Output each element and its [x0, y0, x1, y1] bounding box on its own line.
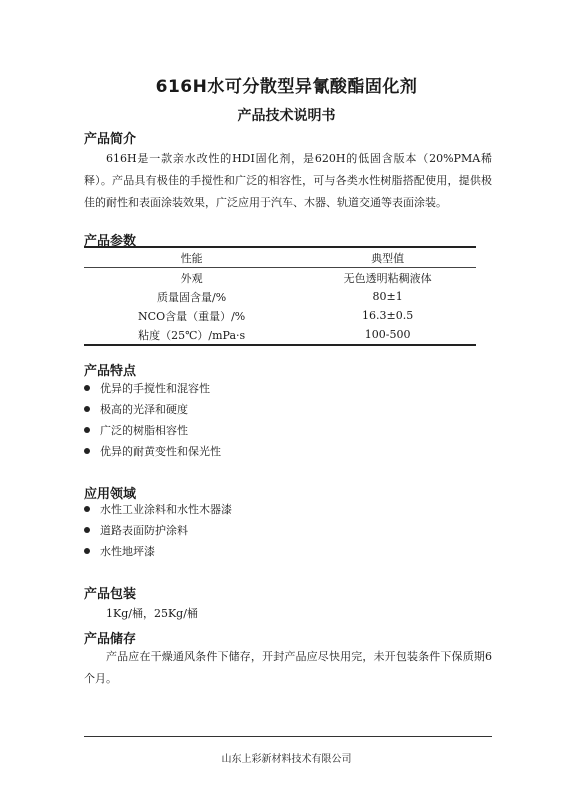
document-subtitle: 产品技术说明书 — [237, 108, 336, 124]
list-item: 道路表面防护涂料 — [84, 520, 232, 541]
list-item: 优异的手搅性和混容性 — [84, 378, 221, 399]
storage-heading: 产品储存 — [84, 632, 137, 647]
bullet-icon — [84, 527, 90, 533]
list-item: 极高的光泽和硬度 — [84, 399, 221, 420]
params-header-row — [84, 247, 476, 268]
storage-paragraph: 产品应在干燥通风条件下储存，开封产品应尽快用完，未开包装条件下保质期6个月。 — [84, 650, 492, 685]
property-cell: 粘度（25℃）/mPa·s — [84, 325, 299, 345]
table-row — [84, 268, 476, 288]
list-item: 优异的耐黄变性和保光性 — [84, 441, 221, 462]
features-list — [84, 378, 221, 462]
list-item: 广泛的树脂相容性 — [84, 420, 221, 441]
column-header-property: 性能 — [84, 247, 299, 268]
params-heading: 产品参数 — [84, 234, 137, 249]
features-heading: 产品特点 — [84, 364, 137, 379]
company-footer: 山东上彩新材料技术有限公司 — [221, 754, 352, 765]
applications-heading: 应用领域 — [84, 487, 137, 502]
list-item: 水性地坪漆 — [84, 541, 232, 562]
table-row — [84, 287, 476, 306]
bullet-icon — [84, 448, 90, 454]
bullet-icon — [84, 548, 90, 554]
intro-paragraph: 616H是一款亲水改性的HDI固化剂，是620H的低固含版本（20%PMA稀释）。产品具有极佳的手搅性和广泛的相容性，可与各类水性树脂搭配使用，提供极佳的耐性和表面涂装效果，广泛应用于汽车、木器、轨道交通等表面涂装。 — [84, 152, 492, 209]
property-cell: 质量固含量/% — [157, 290, 227, 304]
packaging-text: 1Kg/桶，25Kg/桶 — [106, 607, 198, 620]
bullet-icon — [84, 506, 90, 512]
table-row — [84, 306, 476, 325]
params-table — [84, 246, 476, 346]
intro-heading: 产品简介 — [84, 132, 137, 147]
value-cell: 100-500 — [299, 325, 476, 345]
column-header-typical-value: 典型值 — [299, 247, 476, 268]
footer-divider — [84, 736, 492, 737]
bullet-icon — [84, 406, 90, 412]
property-cell: 外观 — [180, 271, 203, 285]
list-item: 水性工业涂料和水性木器漆 — [84, 499, 232, 520]
property-cell: NCO含量（重量）/% — [138, 309, 246, 323]
document-title: 616H水可分散型异氰酸酯固化剂 — [155, 77, 418, 97]
bullet-icon — [84, 385, 90, 391]
value-cell: 16.3±0.5 — [362, 309, 414, 322]
table-row — [84, 325, 476, 345]
value-cell: 80±1 — [372, 290, 403, 303]
applications-list — [84, 499, 232, 562]
value-cell: 无色透明粘稠液体 — [343, 271, 432, 285]
packaging-heading: 产品包装 — [84, 587, 137, 602]
bullet-icon — [84, 427, 90, 433]
